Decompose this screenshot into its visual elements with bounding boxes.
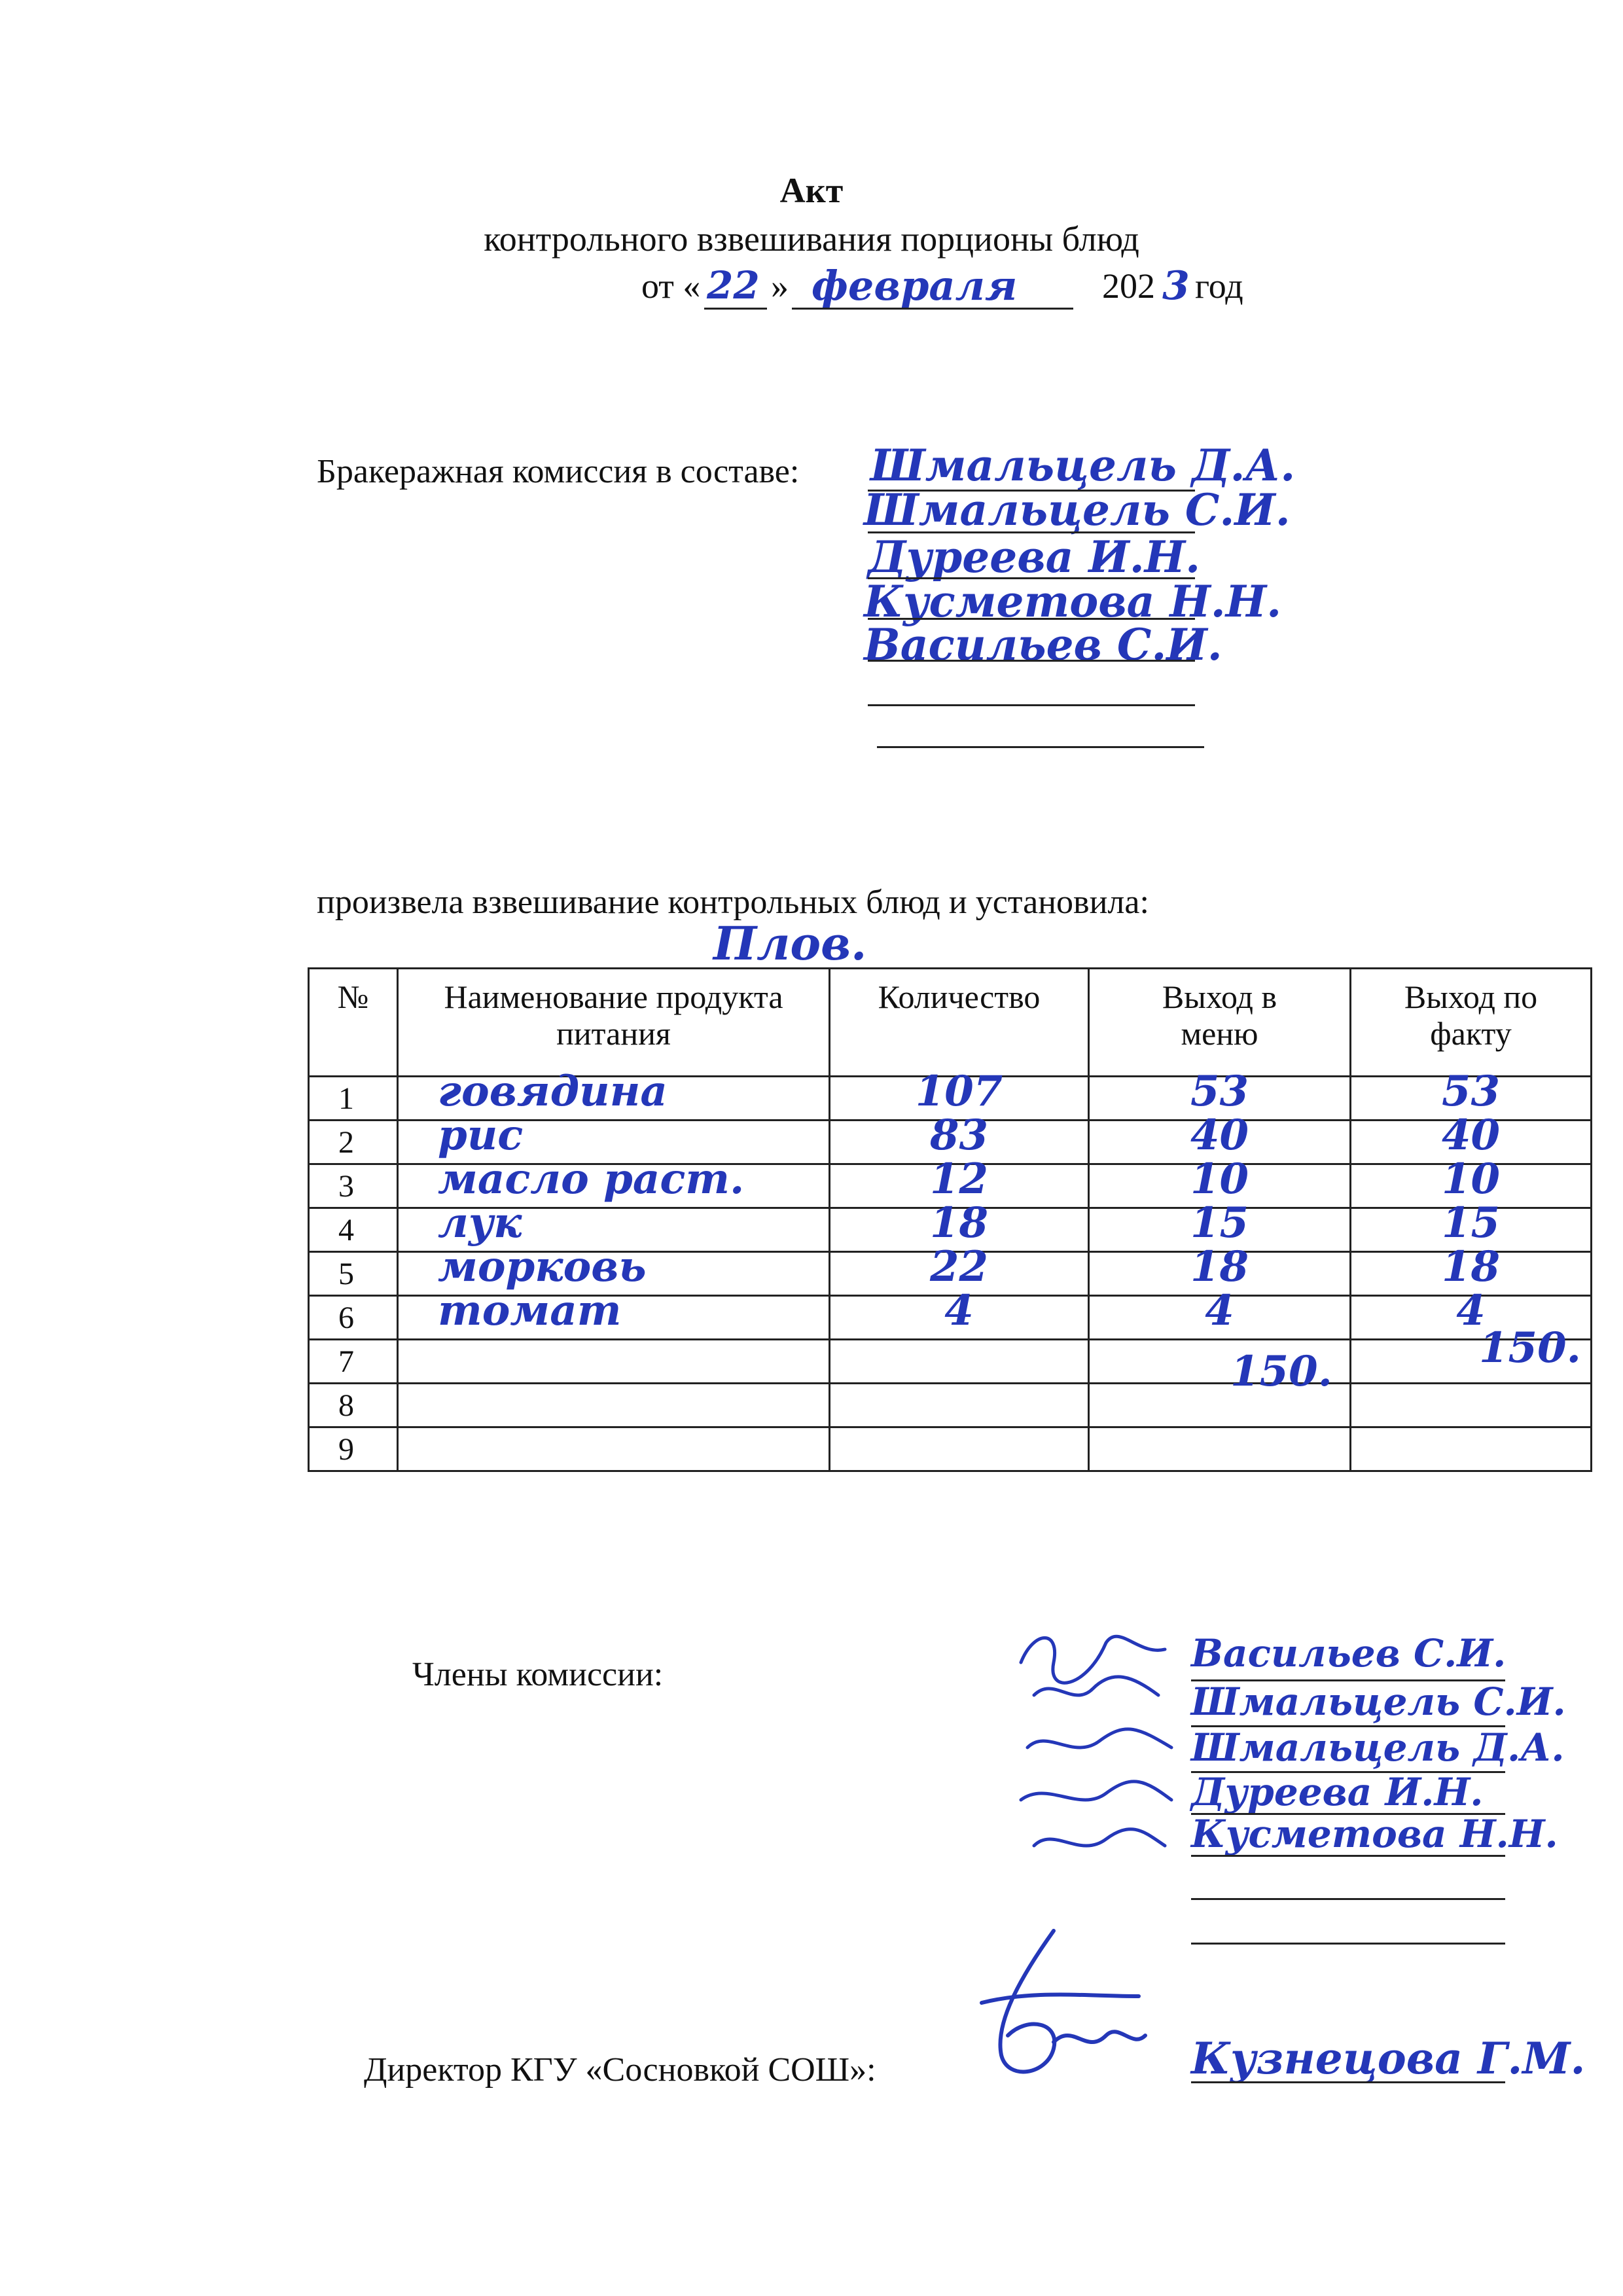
date-day: 22 [707, 263, 760, 308]
member-signature-name: Дуреева И.Н. [1191, 1770, 1484, 1814]
fact-yield-cell-value: 53 [1441, 1067, 1501, 1116]
product-name-cell-value: рис [438, 1111, 524, 1160]
menu-yield-cell-value: 4 [1205, 1286, 1234, 1335]
row-number: 4 [309, 1208, 398, 1252]
total-menu-yield: 150. [1230, 1347, 1332, 1396]
menu-yield-cell [1089, 1427, 1351, 1471]
product-name-cell-value: морковь [438, 1242, 647, 1291]
menu-yield-cell-value: 18 [1190, 1242, 1249, 1291]
member-signature-name: Шмальцель С.И. [1191, 1679, 1566, 1724]
quantity-cell-value: 4 [944, 1286, 974, 1335]
document-subtitle: контрольного взвешивания порционы блюд [484, 219, 1139, 259]
col-header-quantity: Количество [830, 969, 1089, 1077]
table-row [309, 1427, 1592, 1471]
member-signature-name: Шмальцель Д.А. [1191, 1725, 1565, 1770]
product-name-cell-value: томат [438, 1286, 622, 1335]
commission-member: Васильев С.И. [864, 619, 1222, 670]
date-year-hand: 3 [1162, 263, 1190, 309]
row-number: 2 [309, 1121, 398, 1164]
row-number: 1 [309, 1077, 398, 1121]
product-name-cell [398, 1427, 830, 1471]
quantity-cell [830, 1286, 1089, 1340]
table-header-row [309, 969, 1592, 1077]
members-label: Члены комиссии: [412, 1656, 664, 1693]
commission-member: Кусметова Н.Н. [864, 576, 1282, 627]
row-number: 8 [309, 1384, 398, 1427]
row-number: 3 [309, 1164, 398, 1208]
menu-yield-cell [1089, 1286, 1351, 1340]
quantity-cell-value: 22 [929, 1242, 989, 1291]
fact-yield-cell [1351, 1384, 1592, 1427]
col-header-product: Наименование продукта питания [398, 969, 830, 1077]
total-fact-yield: 150. [1479, 1323, 1581, 1372]
commission-member: Дуреева И.Н. [868, 531, 1201, 583]
quantity-cell-value: 83 [929, 1111, 989, 1160]
date-prefix: от « [641, 266, 701, 306]
col-header-menu-yield: Выход в меню [1089, 969, 1351, 1077]
menu-yield-cell-value: 40 [1190, 1111, 1249, 1160]
quantity-cell [830, 1384, 1089, 1427]
quantity-cell-value: 107 [915, 1067, 1003, 1116]
signature-scribble [1008, 1617, 1204, 1878]
fact-yield-cell-value: 18 [1441, 1242, 1501, 1291]
quantity-cell [830, 1340, 1089, 1384]
date-line [641, 262, 1270, 319]
date-mid: » [771, 266, 789, 306]
row-number: 6 [309, 1296, 398, 1340]
date-month: февраля [812, 262, 1018, 310]
commission-member: Шмальцель С.И. [864, 484, 1291, 535]
commission-member: Шмальцель Д.А. [870, 440, 1296, 491]
table-row [309, 1340, 1592, 1384]
menu-yield-cell-value: 10 [1190, 1155, 1249, 1204]
table-row [309, 1384, 1592, 1427]
member-signature-name: Кусметова Н.Н. [1191, 1812, 1558, 1856]
dish-name: Плов. [713, 916, 867, 971]
fact-yield-cell-value: 4 [1456, 1286, 1486, 1335]
director-label: Директор КГУ «Сосновкой СОШ»: [364, 2051, 876, 2089]
product-name-cell [398, 1340, 830, 1384]
menu-yield-cell-value: 15 [1190, 1198, 1249, 1247]
weighing-statement: произвела взвешивание контрольных блюд и установила: [317, 884, 1149, 921]
quantity-cell-value: 18 [929, 1198, 989, 1247]
director-signature [955, 1924, 1152, 2094]
weighing-table [308, 967, 1592, 1472]
fact-yield-cell-value: 15 [1441, 1198, 1501, 1247]
member-signature-name: Васильев С.И. [1191, 1631, 1507, 1676]
row-number: 7 [309, 1340, 398, 1384]
product-name-cell [398, 1286, 830, 1340]
document-title: Акт [779, 171, 844, 210]
date-year-printed: 202 [1102, 266, 1155, 306]
col-header-fact-yield: Выход по факту [1351, 969, 1592, 1077]
row-number: 9 [309, 1427, 398, 1471]
col-header-number: № [309, 969, 398, 1077]
fact-yield-cell-value: 10 [1441, 1155, 1501, 1204]
fact-yield-cell [1351, 1427, 1592, 1471]
director-name: Кузнецова Г.М. [1191, 2033, 1586, 2084]
product-name-cell [398, 1384, 830, 1427]
fact-yield-cell-value: 40 [1441, 1111, 1501, 1160]
menu-yield-cell-value: 53 [1190, 1067, 1249, 1116]
quantity-cell-value: 12 [929, 1155, 989, 1204]
row-number: 5 [309, 1252, 398, 1296]
product-name-cell-value: лук [438, 1198, 522, 1247]
product-name-cell-value: говядина [438, 1067, 668, 1116]
table-row [309, 1296, 1592, 1340]
date-suffix: год [1195, 266, 1243, 306]
quantity-cell [830, 1427, 1089, 1471]
product-name-cell-value: масло раст. [438, 1155, 745, 1204]
commission-label: Бракеражная комиссия в составе: [317, 453, 800, 490]
